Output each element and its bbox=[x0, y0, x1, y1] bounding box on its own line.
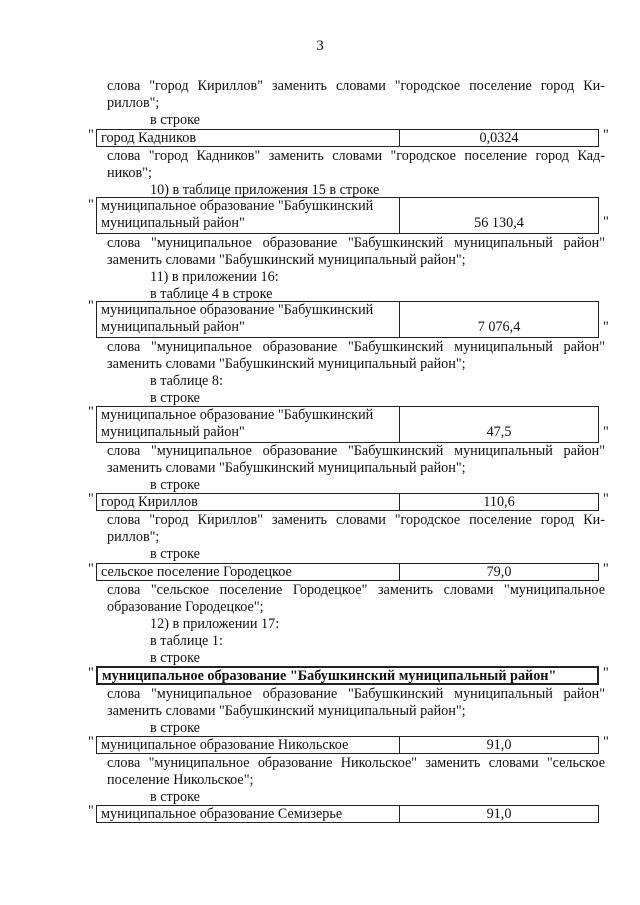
text-line: 10) в таблице приложения 15 в строке bbox=[150, 182, 380, 198]
row-name bbox=[97, 302, 400, 337]
text-line: 12) в приложении 17: bbox=[150, 616, 280, 632]
text-line: слова "город Кириллов" заменить словами "городское поселение город Ки- bbox=[107, 78, 605, 94]
text-line: поселение Никольское"; bbox=[107, 772, 254, 788]
table-row bbox=[96, 563, 599, 581]
row-name bbox=[97, 407, 400, 442]
text-line: риллов"; bbox=[107, 529, 160, 545]
quote-open: " bbox=[88, 491, 94, 507]
row-name: муниципальное образование Никольское bbox=[97, 737, 400, 753]
row-value: 0,0324 bbox=[479, 130, 519, 146]
text-line: заменить словами "Бабушкинский муниципальный район"; bbox=[107, 252, 466, 268]
quote-close: " bbox=[603, 424, 609, 440]
quote-open: " bbox=[88, 404, 94, 420]
row-value: 7 076,4 bbox=[477, 319, 521, 335]
row-value: 79,0 bbox=[486, 564, 512, 580]
text-line: слова "город Кадников" заменить словами "городское поселение город Кад- bbox=[107, 148, 605, 164]
text-line: слова "муниципальное образование "Бабушкинский муниципальный район" bbox=[107, 339, 605, 355]
quote-close: " bbox=[603, 491, 609, 507]
row-name: муниципальное образование "Бабушкинский муниципальный район" bbox=[102, 668, 557, 684]
quote-open: " bbox=[88, 561, 94, 577]
text-line: ников"; bbox=[107, 165, 152, 181]
text-line: в строке bbox=[150, 720, 200, 736]
text-line: слова "город Кириллов" заменить словами "городское поселение город Ки- bbox=[107, 512, 605, 528]
quote-open: " bbox=[88, 803, 94, 819]
quote-close: " bbox=[603, 665, 609, 681]
text-line: образование Городецкое"; bbox=[107, 599, 264, 615]
table-row bbox=[96, 129, 599, 147]
row-name-line: муниципальный район" bbox=[101, 319, 245, 335]
text-line: в таблице 4 в строке bbox=[150, 286, 273, 302]
row-value: 91,0 bbox=[486, 806, 512, 822]
table-row bbox=[96, 301, 599, 338]
row-value: 110,6 bbox=[483, 494, 515, 510]
row-name: город Кириллов bbox=[97, 494, 400, 510]
table-row bbox=[96, 406, 599, 443]
text-line: слова "сельское поселение Городецкое" заменить словами "муниципальное bbox=[107, 582, 605, 598]
table-row bbox=[96, 197, 599, 234]
table-row bbox=[96, 493, 599, 511]
quote-close: " bbox=[603, 734, 609, 750]
row-name: муниципальное образование Семизерье bbox=[97, 806, 400, 822]
quote-open: " bbox=[88, 734, 94, 750]
quote-open: " bbox=[88, 298, 94, 314]
quote-open: " bbox=[88, 197, 94, 213]
row-value: 91,0 bbox=[486, 737, 512, 753]
quote-close: " bbox=[603, 214, 609, 230]
text-line: в строке bbox=[150, 546, 200, 562]
page-number: 3 bbox=[316, 38, 324, 54]
table-row bbox=[96, 666, 599, 685]
text-line: в строке bbox=[150, 112, 200, 128]
quote-open: " bbox=[88, 127, 94, 143]
text-line: заменить словами "Бабушкинский муниципальный район"; bbox=[107, 703, 466, 719]
text-line: слова "муниципальное образование "Бабушкинский муниципальный район" bbox=[107, 443, 605, 459]
text-line: в строке bbox=[150, 650, 200, 666]
quote-open: " bbox=[88, 665, 94, 681]
text-line: заменить словами "Бабушкинский муниципальный район"; bbox=[107, 460, 466, 476]
quote-close: " bbox=[603, 319, 609, 335]
text-line: в строке bbox=[150, 477, 200, 493]
row-value: 56 130,4 bbox=[474, 215, 524, 231]
text-line: слова "муниципальное образование Никольское" заменить словами "сельское bbox=[107, 755, 605, 771]
text-line: в таблице 1: bbox=[150, 633, 223, 649]
row-value: 47,5 bbox=[486, 424, 512, 440]
table-row bbox=[96, 736, 599, 754]
row-name-line: муниципальное образование "Бабушкинский bbox=[101, 407, 374, 423]
row-name bbox=[97, 198, 400, 233]
text-line: в таблице 8: bbox=[150, 373, 223, 389]
text-line: заменить словами "Бабушкинский муниципальный район"; bbox=[107, 356, 466, 372]
text-line: слова "муниципальное образование "Бабушкинский муниципальный район" bbox=[107, 686, 605, 702]
text-line: 11) в приложении 16: bbox=[150, 269, 279, 285]
row-name: сельское поселение Городецкое bbox=[97, 564, 400, 580]
row-name: город Кадников bbox=[97, 130, 400, 146]
row-name-line: муниципальный район" bbox=[101, 424, 245, 440]
text-line: риллов"; bbox=[107, 95, 160, 111]
table-row bbox=[96, 805, 599, 823]
text-line: слова "муниципальное образование "Бабушкинский муниципальный район" bbox=[107, 235, 605, 251]
text-line: в строке bbox=[150, 789, 200, 805]
row-name-line: муниципальное образование "Бабушкинский bbox=[101, 302, 374, 318]
quote-close: " bbox=[603, 561, 609, 577]
quote-close: " bbox=[603, 127, 609, 143]
text-line: в строке bbox=[150, 390, 200, 406]
row-name-line: муниципальное образование "Бабушкинский bbox=[101, 198, 374, 214]
row-name-line: муниципальный район" bbox=[101, 215, 245, 231]
